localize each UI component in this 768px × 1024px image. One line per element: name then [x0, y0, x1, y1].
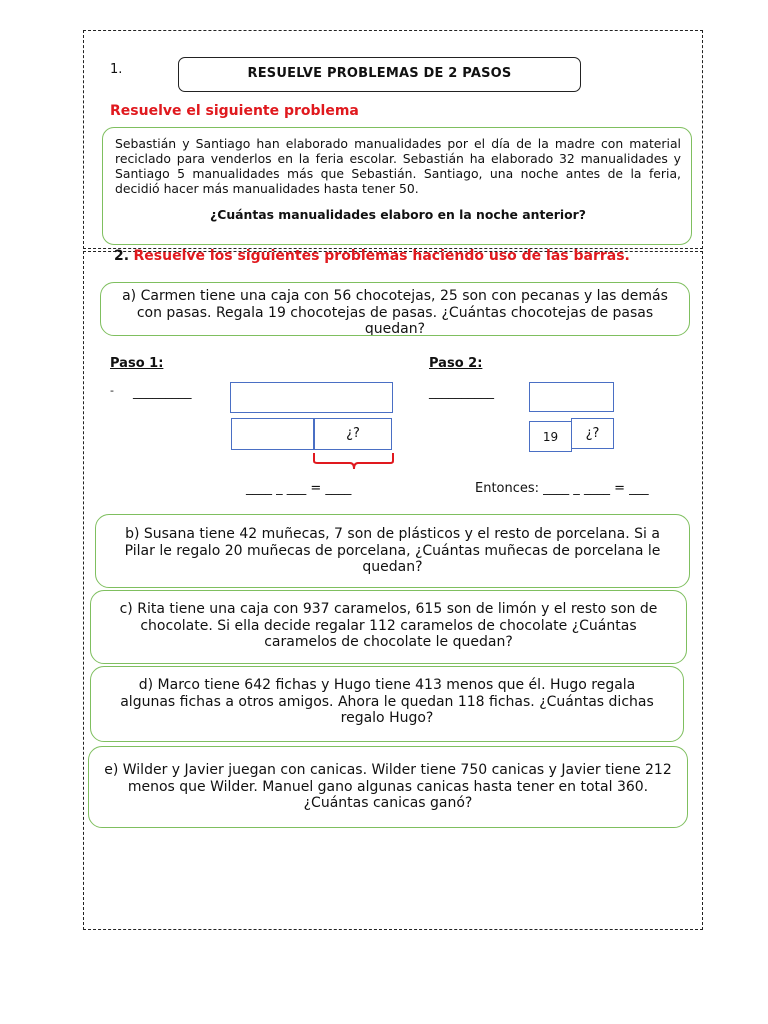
section1-paragraph: Sebastián y Santiago han elaborado manualidades por el día de la madre con material reciclado para venderlos en la feria escolar. Sebastián ha elaborado 32 manualidades y Santiago 5 manualidades más que Sebastián. Santiago, una noche antes de la feria, decidió hacer más manualidades hasta tener 50.: [115, 136, 681, 196]
section2-heading-text: Resuelve los siguientes problemas haciendo uso de las barras.: [133, 248, 630, 264]
paso1-equation[interactable]: ____ _ ___ = ____: [246, 481, 352, 496]
problem-e-card: [88, 746, 688, 828]
paso1-unknown-text: ¿?: [346, 426, 360, 441]
paso2-given-bar: [529, 421, 572, 452]
problem-a-card: [100, 282, 690, 336]
problem-d-text: d) Marco tiene 642 fichas y Hugo tiene 413 menos que él. Hugo regala algunas fichas a otros amigos. Ahora le quedan 118 fichas. ¿Cuántas dichas regalo Hugo?: [120, 677, 654, 726]
paso2-total-bar[interactable]: [529, 382, 614, 412]
problem-c-text: c) Rita tiene una caja con 937 caramelos, 615 son de limón y el resto son de chocolate. Si ella decide regalar 112 caramelos de chocolate ¿Cuántas caramelos de chocolate le quedan?: [119, 601, 658, 650]
section1-number: 1.: [110, 62, 123, 77]
paso2-given-value: 19: [542, 430, 559, 444]
paso1-part-bar[interactable]: [231, 418, 314, 450]
problem-d-card: [90, 666, 684, 742]
paso2-label: Paso 2:: [429, 356, 483, 371]
problem-e-text: e) Wilder y Javier juegan con canicas. Wilder tiene 750 canicas y Javier tiene 212 menos que Wilder. Manuel gano algunas canicas hasta tener en total 360. ¿Cuántas canicas ganó?: [104, 762, 672, 811]
problem-b-card: [95, 514, 690, 588]
paso2-equation[interactable]: Entonces: ____ _ ____ = ___: [475, 481, 649, 496]
problem-b-text: b) Susana tiene 42 muñecas, 7 son de plásticos y el resto de porcelana. Si a Pilar le regalo 20 muñecas de porcelana, ¿Cuántas muñecas de porcelana le quedan?: [124, 526, 661, 575]
problem-a-text: a) Carmen tiene una caja con 56 chocotejas, 25 son con pecanas y las demás con pasas. Regala 19 chocotejas de pasas. ¿Cuántas chocotejas de pasas quedan?: [122, 288, 668, 336]
paso1-total-bar[interactable]: [230, 382, 393, 413]
problem-c-card: [90, 590, 687, 664]
paso1-label: Paso 1:: [110, 356, 164, 371]
paso1-brace: [312, 451, 396, 473]
paso2-unknown-bar[interactable]: [571, 418, 614, 449]
paso1-unknown-bar[interactable]: [314, 418, 392, 450]
paso2-blank[interactable]: __________: [429, 385, 494, 400]
section2-number: 2.: [114, 248, 130, 264]
section2-heading: [114, 248, 630, 264]
section1-subtitle: Resuelve el siguiente problema: [110, 103, 359, 119]
section1-title: RESUELVE PROBLEMAS DE 2 PASOS: [178, 57, 581, 92]
paso1-blank[interactable]: _________: [133, 385, 192, 400]
paso1-dash: -: [110, 384, 114, 397]
paso2-unknown-text: ¿?: [585, 426, 600, 441]
section1-question: ¿Cuántas manualidades elaboro en la noche anterior?: [210, 207, 586, 222]
